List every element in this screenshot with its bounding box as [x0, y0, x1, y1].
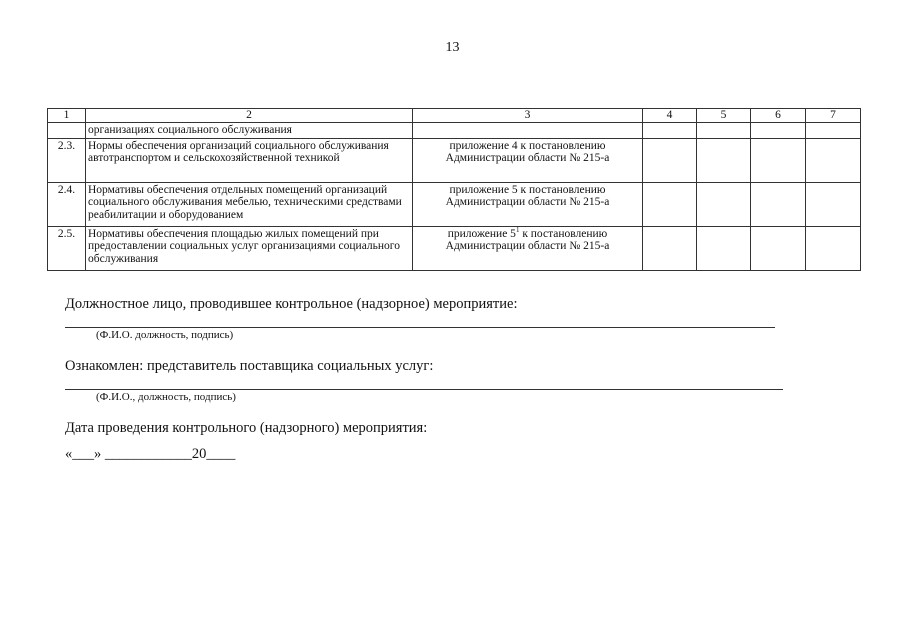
acquainted-caption: (Ф.И.О., должность, подпись): [96, 391, 236, 403]
official-caption: (Ф.И.О. должность, подпись): [96, 329, 234, 341]
row-name: организациях социального обслуживания: [86, 123, 413, 139]
table-cell: [751, 123, 806, 139]
table-cell: [643, 182, 697, 226]
table-cell: [697, 226, 751, 270]
column-header: 6: [751, 109, 806, 123]
official-label: Должностное лицо, проводившее контрольное (надзорное) мероприятие:: [65, 296, 518, 312]
date-field: «___» ____________20____: [65, 446, 236, 462]
table-cell: [751, 138, 806, 182]
table-cell: [697, 123, 751, 139]
table-row: [48, 138, 861, 182]
table-cell: [806, 226, 861, 270]
column-header: 2: [86, 109, 413, 123]
table-header-row: [48, 109, 861, 123]
acquainted-label: Ознакомлен: представитель поставщика социальных услуг:: [65, 358, 434, 374]
page-number: 13: [445, 40, 460, 55]
table-cell: [751, 226, 806, 270]
date-label: Дата проведения контрольного (надзорного) мероприятия:: [65, 420, 428, 436]
table-cell: [806, 138, 861, 182]
table-row: [48, 182, 861, 226]
row-number: 2.3.: [48, 138, 86, 182]
row-name: Нормативы обеспечения площадью жилых помещений при предоставлении социальных услуг организациями социального обслуживания: [86, 226, 413, 270]
control-table: [47, 108, 861, 271]
table-row: [48, 226, 861, 270]
table-row: [48, 123, 861, 139]
superscript: 1: [515, 225, 520, 234]
table-cell: [643, 138, 697, 182]
table-cell: [697, 138, 751, 182]
column-header: 7: [806, 109, 861, 123]
table-cell: [806, 182, 861, 226]
table-cell: [643, 226, 697, 270]
official-signature-line: [65, 327, 775, 328]
row-reference: приложение 4 к постановлению Администрации области № 215-а: [413, 138, 643, 182]
table-cell: [806, 123, 861, 139]
row-name: Нормативы обеспечения отдельных помещений организаций социального обслуживания мебелью, техническими средствами реабилитации и оборудованием: [86, 182, 413, 226]
table-cell: [643, 123, 697, 139]
row-number: 2.4.: [48, 182, 86, 226]
column-header: 1: [48, 109, 86, 123]
row-reference: [413, 123, 643, 139]
column-header: 4: [643, 109, 697, 123]
row-number: [48, 123, 86, 139]
row-reference: приложение 5 к постановлению Администрации области № 215-а: [413, 182, 643, 226]
row-name: Нормы обеспечения организаций социального обслуживания автотранспортом и сельскохозяйственной техникой: [86, 138, 413, 182]
table-cell: [697, 182, 751, 226]
row-number: 2.5.: [48, 226, 86, 270]
acquainted-signature-line: [65, 389, 783, 390]
column-header: 5: [697, 109, 751, 123]
row-reference: приложение $5^1$ к постановлению Администрации области № 215-а: [413, 226, 643, 270]
table-cell: [751, 182, 806, 226]
column-header: 3: [413, 109, 643, 123]
